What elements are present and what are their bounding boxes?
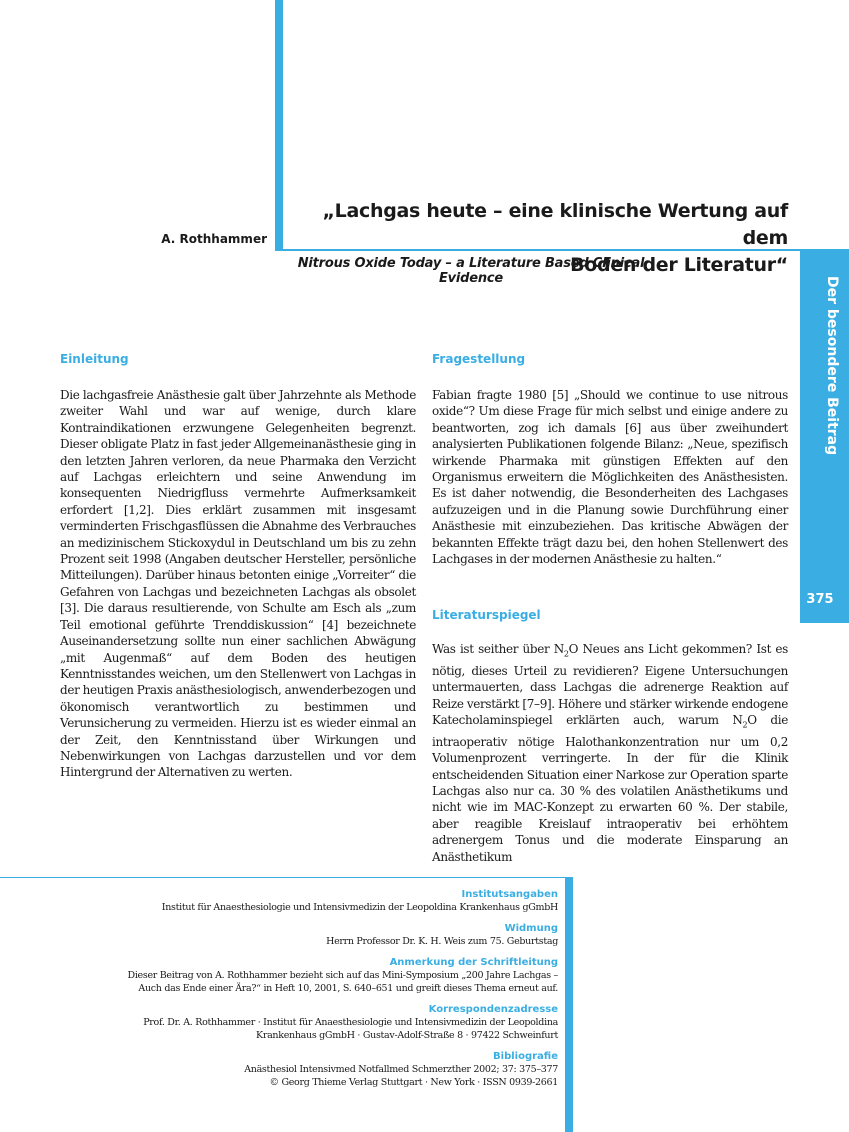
text-run: O Neues ans Licht gekommen? Ist es nötig, dieses Urteil zu revidieren? Eigene Untersuchungen untermauerten, dass Lachgas die adrenerge Reaktion auf Reize verstärkt [7–9]. Höhere und stärker wirkende endogene Katecholaminspiegel erklärten auch, warum N xyxy=(432,642,788,728)
footnote-rule xyxy=(0,877,570,878)
page-number: 375 xyxy=(806,592,834,607)
subscript: 2 xyxy=(742,720,748,730)
article-subtitle: Nitrous Oxide Today – a Literature Based Clinical Evidence xyxy=(297,256,645,286)
text-run: O die intraoperativ nötige Halothankonzentration nur um 0,2 Volumenprozent verringerte. In der für die Klinik entscheidenden Situation einer Narkose zur Operation sparte Lachgas also nur ca. 30 % des volatilen Anästhetikums und nicht wie im MAC-Konzept zu erwarten 60 %. Der stabile, aber reagible Kreislauf intraoperativ bei erhöhtem adrenergem Tonus und die moderate Einsparung an Anästhetikum xyxy=(432,713,788,864)
note-heading: Korrespondenzadresse xyxy=(428,1004,558,1015)
note-correspondence xyxy=(100,1003,558,1042)
author-name: A. Rothhammer xyxy=(161,232,267,246)
section-paragraph xyxy=(432,641,788,865)
subscript: 2 xyxy=(563,649,569,659)
note-dedication xyxy=(100,922,558,948)
article-notes xyxy=(100,888,558,1097)
note-heading: Widmung xyxy=(504,923,558,934)
note-text: Herrn Professor Dr. K. H. Weis zum 75. Geburtstag xyxy=(326,936,558,947)
note-text: Institut für Anaesthesiologie und Intensivmedizin der Leopoldina Krankenhaus gGmbH xyxy=(161,902,558,913)
section-heading: Literaturspiegel xyxy=(432,608,541,622)
note-heading: Anmerkung der Schriftleitung xyxy=(389,957,558,968)
section-literaturspiegel xyxy=(432,607,788,865)
note-text: Dieser Beitrag von A. Rothhammer bezieht sich auf das Mini-Symposium „200 Jahre Lachgas – xyxy=(127,970,558,981)
article-title-line-1: „Lachgas heute – eine klinische Wertung auf dem xyxy=(322,200,788,249)
note-text: Krankenhaus gGmbH · Gustav-Adolf-Straße 8 · 97422 Schweinfurt xyxy=(256,1030,558,1041)
section-heading: Einleitung xyxy=(60,352,129,366)
note-heading: Institutsangaben xyxy=(461,889,558,900)
note-text: Anästhesiol Intensivmed Notfallmed Schmerzther 2002; 37: 375–377 xyxy=(244,1064,558,1075)
note-text: Auch das Ende einer Ära?“ in Heft 10, 2001, S. 640–651 und greift dieses Thema erneut auf. xyxy=(138,983,558,994)
accent-vertical-bar xyxy=(275,0,283,251)
note-editorial xyxy=(100,956,558,995)
side-tab-label: Der besondere Beitrag xyxy=(824,276,840,456)
section-paragraph: Die lachgasfreie Anästhesie galt über Jahrzehnte als Methode zweiter Wahl und war auf wenige, durch klare Kontraindikationen erzwungene Gelegenheiten begrenzt. Dieser obligate Platz in fast jeder Allgemeinanästhesie ging in den letzten Jahren verloren, da neue Pharmaka den Verzicht auf Lachgas erleichtern und seine Anwendung im konsequenten Niedrigfluss vermehrte Aufmerksamkeit erfordert [1,2]. Dies erklärt zusammen mit insgesamt verminderten Frischgasflüssen die Abnahme des Verbrauches an medizinischem Stickoxydul in Deutschland um bis zu zehn Prozent seit 1998 (Angaben deutscher Hersteller, persönliche Mitteilungen). Darüber hinaus betonten einige „Vorreiter“ die Gefahren von Lachgas und bezeichneten Lachgas als obsolet [3]. Die daraus resultierende, von Schulte am Esch als „zum Teil emotional geführte Trenddiskussion“ [4] bezeichnete Auseinandersetzung sollte nun einer sachlichen Abwägung „mit Augenmaß“ auf dem Boden des heutigen Kenntnisstandes weichen, um den Stellenwert von Lachgas in der heutigen Praxis anästhesiologisch, anwenderbezogen und ökonomisch verantwortlich zu bestimmen und Verunsicherung zu vermeiden. Hierzu ist es wieder einmal an der Zeit, den Kenntnisstand über Wirkungen und Nebenwirkungen von Lachgas darzustellen und vor dem Hintergrund der Alternativen zu werten. xyxy=(60,388,416,780)
section-heading: Fragestellung xyxy=(432,352,526,366)
note-text: Prof. Dr. A. Rothhammer · Institut für Anaesthesiologie und Intensivmedizin der Leopoldina xyxy=(143,1017,558,1028)
footnote-accent-bar xyxy=(565,877,573,1132)
text-run: Was ist seither über N xyxy=(432,642,564,656)
note-bibliography xyxy=(100,1050,558,1089)
section-einleitung xyxy=(60,351,416,781)
article-title-line-2: Boden der Literatur“ xyxy=(570,254,788,276)
section-paragraph: Fabian fragte 1980 [5] „Should we continue to use nitrous oxide“? Um diese Frage für mich selbst und einige andere zu beantworten, zog ich damals [6] aus über zweihundert analysierten Publikationen folgende Bilanz: „Neue, spezifisch wirkende Pharmaka mit günstigen Effekten auf den Organismus erweitern die Möglichkeiten des Anästhesisten. Es ist daher notwendig, die Besonderheiten des Lachgases aufzuzeigen und in die Planung sowie Durchführung einer Anästhesie mit einzubeziehen. Das kritische Abwägen der bekannten Effekte trägt dazu bei, den hohen Stellenwert des Lachgases in der modernen Anästhesie zu halten.“ xyxy=(432,388,788,567)
section-fragestellung xyxy=(432,351,788,567)
note-text: © Georg Thieme Verlag Stuttgart · New York · ISSN 0939-2661 xyxy=(269,1077,558,1088)
note-institution xyxy=(100,888,558,914)
note-heading: Bibliografie xyxy=(493,1051,558,1062)
